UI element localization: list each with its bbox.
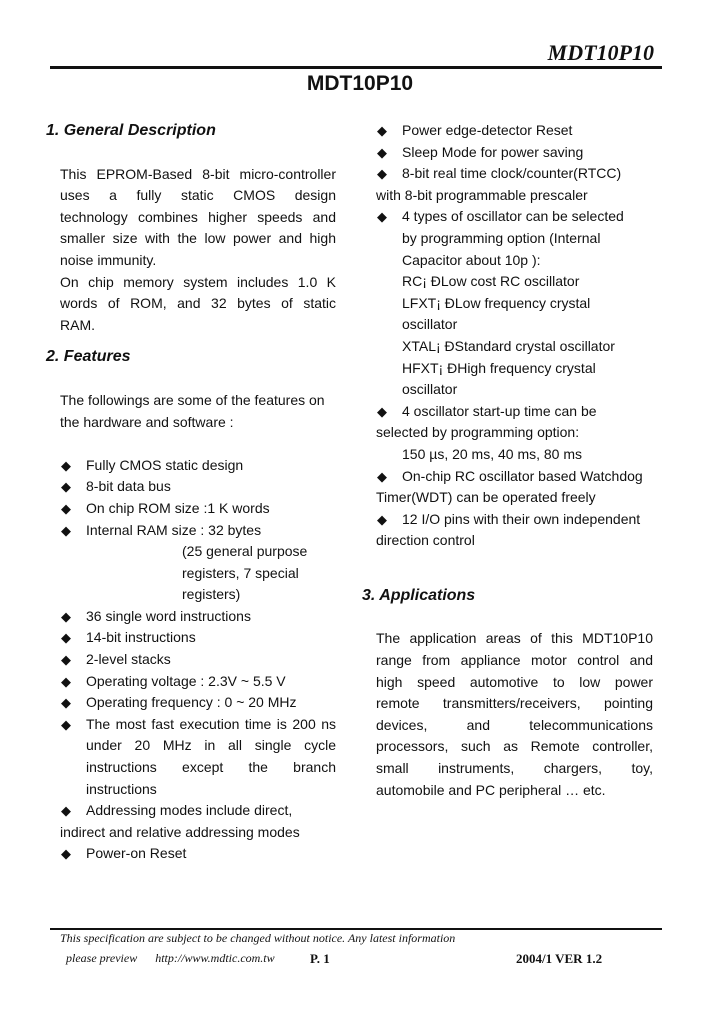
desc-line: noise immunity.	[60, 251, 157, 268]
desc-line: RAM.	[60, 316, 95, 333]
applications-line: The application areas of this MDT10P10	[376, 630, 653, 647]
section-applications-title: 3. Applications	[362, 586, 476, 604]
applications-line: devices, and telecommunications	[376, 716, 653, 733]
diamond-bullet-icon: ◆	[377, 468, 387, 484]
feature-bullet: ◆ 4 types of oscillator can be selected	[362, 206, 653, 228]
feature-bullet: ◆ On chip ROM size :1 K words	[46, 498, 336, 520]
feature-bullet: ◆ Operating frequency : 0 ~ 20 MHz	[46, 692, 336, 714]
running-title: MDT10P10	[547, 40, 654, 65]
diamond-bullet-icon: ◆	[61, 803, 71, 819]
feature-bullet: ◆ 36 single word instructions	[46, 606, 336, 628]
desc-line: uses a fully static CMOS design	[60, 187, 336, 204]
diamond-bullet-icon: ◆	[61, 500, 71, 516]
feature-bullet: ◆ 2-level stacks	[46, 649, 336, 671]
feature-continuation: direction control	[376, 532, 475, 549]
applications-line: automobile and PC peripheral … etc.	[376, 781, 606, 798]
diamond-bullet-icon: ◆	[61, 630, 71, 646]
diamond-bullet-icon: ◆	[377, 403, 387, 419]
feature-bullet: ◆ 8-bit data bus	[46, 476, 336, 498]
feature-continuation: Timer(WDT) can be operated freely	[376, 489, 596, 506]
header-rule	[50, 66, 662, 69]
section-general-description-title: 1. General Description	[46, 122, 216, 139]
feature-continuation: by programming option (Internal	[402, 229, 601, 246]
feature-bullet: ◆ 14-bit instructions	[46, 627, 336, 649]
features-intro-line: the hardware and software :	[60, 413, 234, 430]
diamond-bullet-icon: ◆	[61, 652, 71, 668]
feature-bullet: ◆ Internal RAM size : 32 bytes	[46, 520, 336, 542]
oscillator-option: LFXT¡ ÐLow frequency crystal	[402, 294, 591, 311]
applications-line: remote transmitters/receivers, pointing	[376, 695, 653, 712]
feature-bullet: ◆ 12 I/O pins with their own independent	[362, 509, 653, 531]
feature-bullet: ◆ The most fast execution time is 200 ns	[46, 714, 336, 736]
diamond-bullet-icon: ◆	[61, 479, 71, 495]
desc-line: smaller size with the low power and high	[60, 230, 336, 247]
diamond-bullet-icon: ◆	[377, 166, 387, 182]
feature-continuation: instructions	[86, 780, 157, 797]
feature-continuation: under 20 MHz in all single cycle	[86, 737, 336, 754]
diamond-bullet-icon: ◆	[61, 522, 71, 538]
feature-bullet: ◆ Fully CMOS static design	[46, 455, 336, 477]
feature-continuation: 150 µs, 20 ms, 40 ms, 80 ms	[402, 445, 583, 462]
feature-bullet: ◆ Operating voltage : 2.3V ~ 5.5 V	[46, 671, 336, 693]
oscillator-option: RC¡ ÐLow cost RC oscillator	[402, 273, 580, 290]
section-features-title: 2. Features	[46, 348, 131, 366]
footer-preview	[66, 951, 275, 966]
feature-continuation: (25 general purpose	[182, 543, 308, 560]
feature-bullet: ◆ Power-on Reset	[46, 843, 336, 865]
feature-bullet: ◆ Addressing modes include direct,	[46, 800, 336, 822]
footer-rule	[50, 928, 662, 930]
desc-line: words of ROM, and 32 bytes of static	[60, 295, 336, 312]
left-column	[46, 120, 336, 865]
footer-preview-label: please preview	[66, 951, 138, 965]
feature-bullet: ◆ 4 oscillator start-up time can be	[362, 401, 653, 423]
desc-line: On chip memory system includes 1.0 K	[60, 273, 336, 290]
applications-line: high speed automotive to low power	[376, 673, 653, 690]
feature-bullet: ◆ Sleep Mode for power saving	[362, 142, 653, 164]
desc-line: This EPROM-Based 8-bit micro-controller	[60, 165, 336, 182]
diamond-bullet-icon: ◆	[61, 695, 71, 711]
oscillator-option: XTAL¡ ÐStandard crystal oscillator	[402, 337, 615, 354]
feature-continuation: selected by programming option:	[376, 424, 580, 441]
diamond-bullet-icon: ◆	[377, 511, 387, 527]
footer-notice: This specification are subject to be changed without notice. Any latest information	[60, 931, 456, 945]
diamond-bullet-icon: ◆	[61, 673, 71, 689]
feature-bullet: ◆ 8-bit real time clock/counter(RTCC)	[362, 163, 653, 185]
footer-url-link[interactable]: http://www.mdtic.com.tw	[155, 951, 275, 965]
applications-line: range from appliance motor control and	[376, 652, 653, 669]
version-info: 2004/1 VER 1.2	[516, 951, 603, 966]
feature-continuation: instructions except the branch	[86, 759, 336, 776]
feature-continuation: with 8-bit programmable prescaler	[376, 186, 588, 203]
feature-continuation: indirect and relative addressing modes	[60, 823, 300, 840]
features-intro-line: The followings are some of the features on	[60, 391, 325, 408]
feature-bullet: ◆ Power edge-detector Reset	[362, 120, 653, 142]
oscillator-option: oscillator	[402, 316, 458, 333]
feature-continuation: registers, 7 special	[182, 564, 299, 581]
right-column	[362, 120, 653, 801]
diamond-bullet-icon: ◆	[377, 209, 387, 225]
diamond-bullet-icon: ◆	[61, 716, 71, 732]
diamond-bullet-icon: ◆	[61, 608, 71, 624]
diamond-bullet-icon: ◆	[377, 144, 387, 160]
feature-bullet: ◆ On-chip RC oscillator based Watchdog	[362, 466, 653, 488]
oscillator-option: HFXT¡ ÐHigh frequency crystal	[402, 359, 596, 376]
applications-line: processors, such as Remote controller,	[376, 738, 653, 755]
desc-line: technology combines higher speeds and	[60, 208, 336, 225]
oscillator-option: oscillator	[402, 381, 458, 398]
feature-continuation: Capacitor about 10p ):	[402, 251, 541, 268]
diamond-bullet-icon: ◆	[61, 457, 71, 473]
diamond-bullet-icon: ◆	[377, 123, 387, 138]
document-title: MDT10P10	[306, 72, 414, 95]
page-number: P. 1	[310, 951, 330, 966]
applications-line: small instruments, chargers, toy,	[376, 760, 653, 777]
feature-continuation: registers)	[182, 586, 241, 603]
diamond-bullet-icon: ◆	[61, 846, 71, 862]
